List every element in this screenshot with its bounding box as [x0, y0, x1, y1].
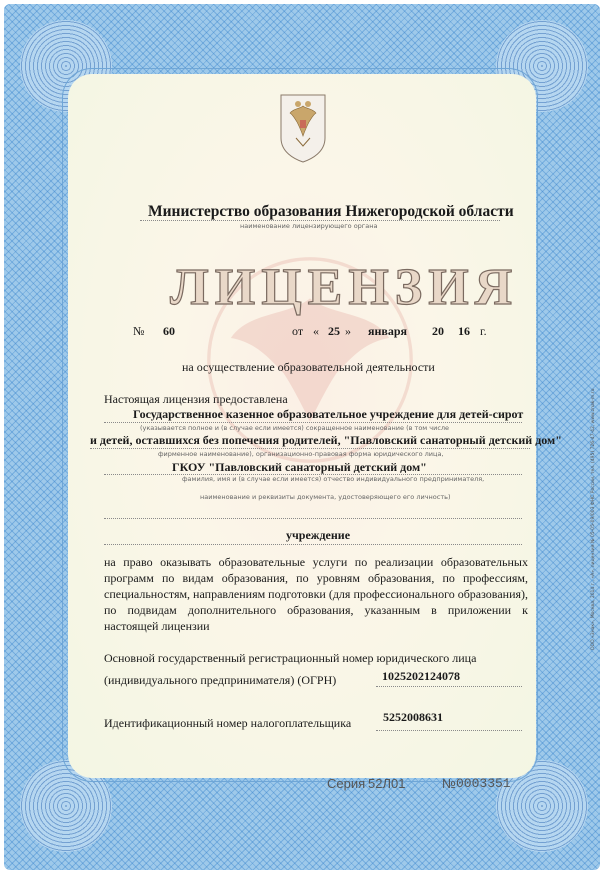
firm-name-hint: фирменное наименование), организационно-правовая форма юридического лица, — [158, 450, 444, 458]
underline — [90, 448, 530, 449]
license-scope-text: на право оказывать образовательные услуги по реализации образовательных программ по видам образования, по уровням образования, по профессиям, специальностям, направлениям подготовки (для профессионального образования), по подвидам дополнительного образования, указанным в приложении к настоящей лицензии — [104, 555, 528, 633]
coat-of-arms-icon — [278, 92, 328, 164]
document-title: ЛИЦЕНЗИЯ — [170, 259, 519, 316]
series-label: Серия — [327, 776, 366, 791]
activity-type: на осуществление образовательной деятельности — [182, 360, 435, 374]
underline — [376, 730, 522, 731]
underline — [376, 686, 522, 687]
ogrn-label-line1: Основной государственный регистрационный номер юридического лица — [104, 651, 477, 665]
ogrn-label-line2: (индивидуального предпринимателя) (ОГРН) — [104, 673, 337, 687]
series-value: 52Л01 — [368, 776, 406, 791]
year-prefix: 20 — [432, 324, 444, 338]
printer-imprint: ООО «Знак», Москва, 2014 г., «А», лицензия № 05-05-09/003 ФНС России, тел. (495) 726-47-42, www.znak-m.ru — [591, 388, 596, 650]
ogrn-value: 1025202124078 — [382, 669, 460, 683]
blank-number: 0003351 — [456, 776, 511, 791]
underline — [104, 422, 522, 423]
licensee-short-name: ГКОУ "Павловский санаторный детский дом" — [172, 460, 427, 474]
year-label: г. — [480, 324, 487, 338]
issuer-name: Министерство образования Нижегородской области — [148, 203, 514, 220]
blank-number-label: № — [442, 776, 456, 791]
inn-label: Идентификационный номер налогоплательщика — [104, 716, 352, 730]
license-month: января — [368, 324, 408, 338]
date-from-label: от — [292, 324, 304, 338]
licensee-name-line2: и детей, оставшихся без попечения родителей, "Павловский санаторный детский дом" — [90, 433, 562, 447]
year-suffix: 16 — [458, 324, 470, 338]
underline — [104, 518, 522, 519]
document-hint: наименование и реквизиты документа, удостоверяющего его личность) — [200, 493, 451, 501]
quote-close: » — [345, 324, 351, 338]
licensee-name-line1: Государственное казенное образовательное учреждение для детей-сирот — [133, 407, 524, 421]
legal-form: учреждение — [286, 528, 351, 542]
number-label: № — [133, 324, 145, 338]
issuer-hint: наименование лицензирующего органа — [240, 222, 378, 230]
quote-open: « — [313, 324, 319, 338]
fio-hint: фамилия, имя и (в случае если имеется) отчество индивидуального предпринимателя, — [182, 475, 485, 483]
underline — [104, 544, 522, 545]
underline — [140, 220, 500, 221]
inn-value: 5252008631 — [383, 710, 443, 724]
license-number: 60 — [163, 324, 175, 338]
full-name-hint: (указывается полное и (в случае если имеется) сокращенное наименование (в том числе — [140, 424, 450, 432]
granted-label: Настоящая лицензия предоставлена — [104, 392, 288, 406]
license-day: 25 — [328, 324, 340, 338]
